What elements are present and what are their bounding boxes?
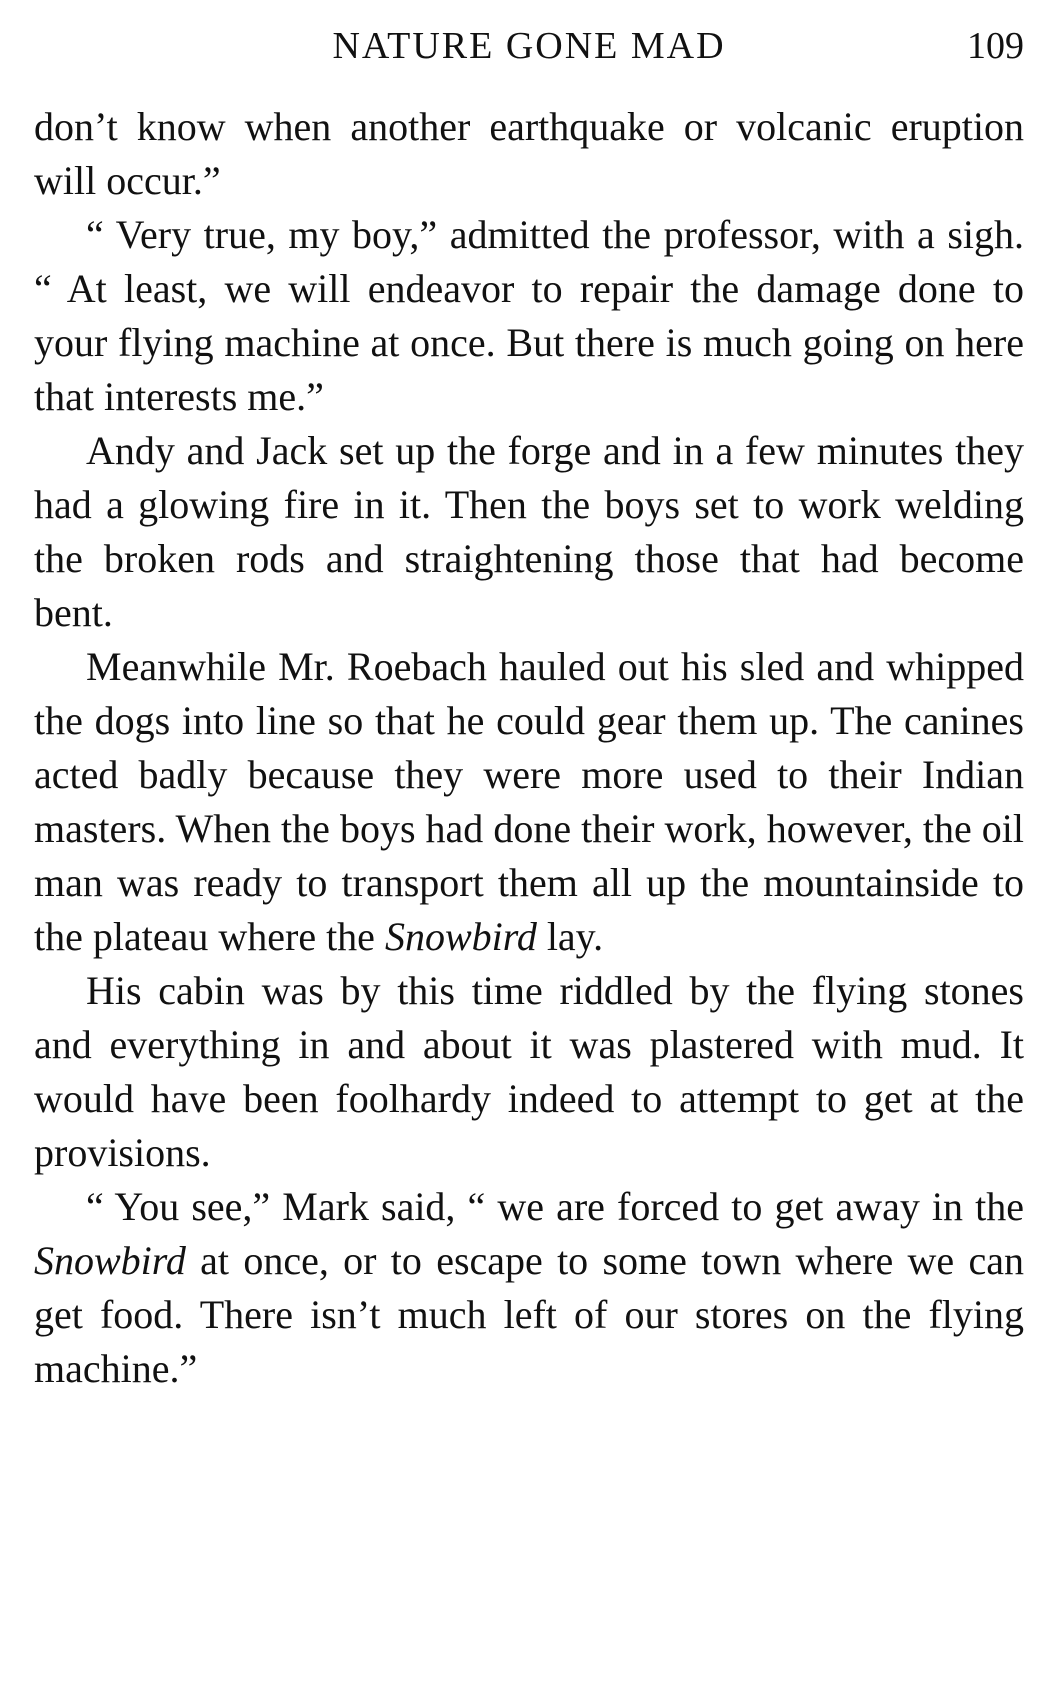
text-segment: Andy and Jack set up the forge and in a few minutes they had a glowing fire in it. Then the boys set to work welding the broken rods and straightening those that had become bent. [34,428,1024,635]
paragraph [34,964,1024,1180]
body-text [34,100,1024,1396]
text-segment: lay. [536,914,604,959]
page-header [34,18,1024,74]
paragraph [34,1180,1024,1396]
paragraph [34,424,1024,640]
italic-text: Snowbird [384,914,537,959]
text-segment: “ You see,” Mark said, “ we are forced to get away in the [86,1184,1024,1229]
text-segment: Meanwhile Mr. Roebach hauled out his sled and whipped the dogs into line so that he could gear them up. The canines acted badly because they were more used to their Indian masters. When the boys had done their work, however, the oil man was ready to transport them all up the mountainside to the plateau where the [34,644,1024,959]
paragraph [34,208,1024,424]
paragraph [34,640,1024,964]
italic-text: Snowbird [34,1238,186,1283]
text-segment: don’t know when another earthquake or volcanic eruption will occur.” [34,104,1024,203]
page-number: 109 [967,25,1024,67]
text-segment: His cabin was by this time riddled by the flying stones and everything in and about it was plastered with mud. It would have been foolhardy indeed to attempt to get at the provisions. [34,968,1024,1175]
paragraph [34,100,1024,208]
running-title: NATURE GONE MAD [332,25,726,67]
text-segment: at once, or to escape to some town where we can get food. There isn’t much left of our stores on the flying machine.” [34,1238,1024,1391]
text-segment: “ Very true, my boy,” admitted the professor, with a sigh. “ At least, we will endeavor to repair the damage done to your flying machine at once. But there is much going on here that interests me.” [34,212,1024,419]
